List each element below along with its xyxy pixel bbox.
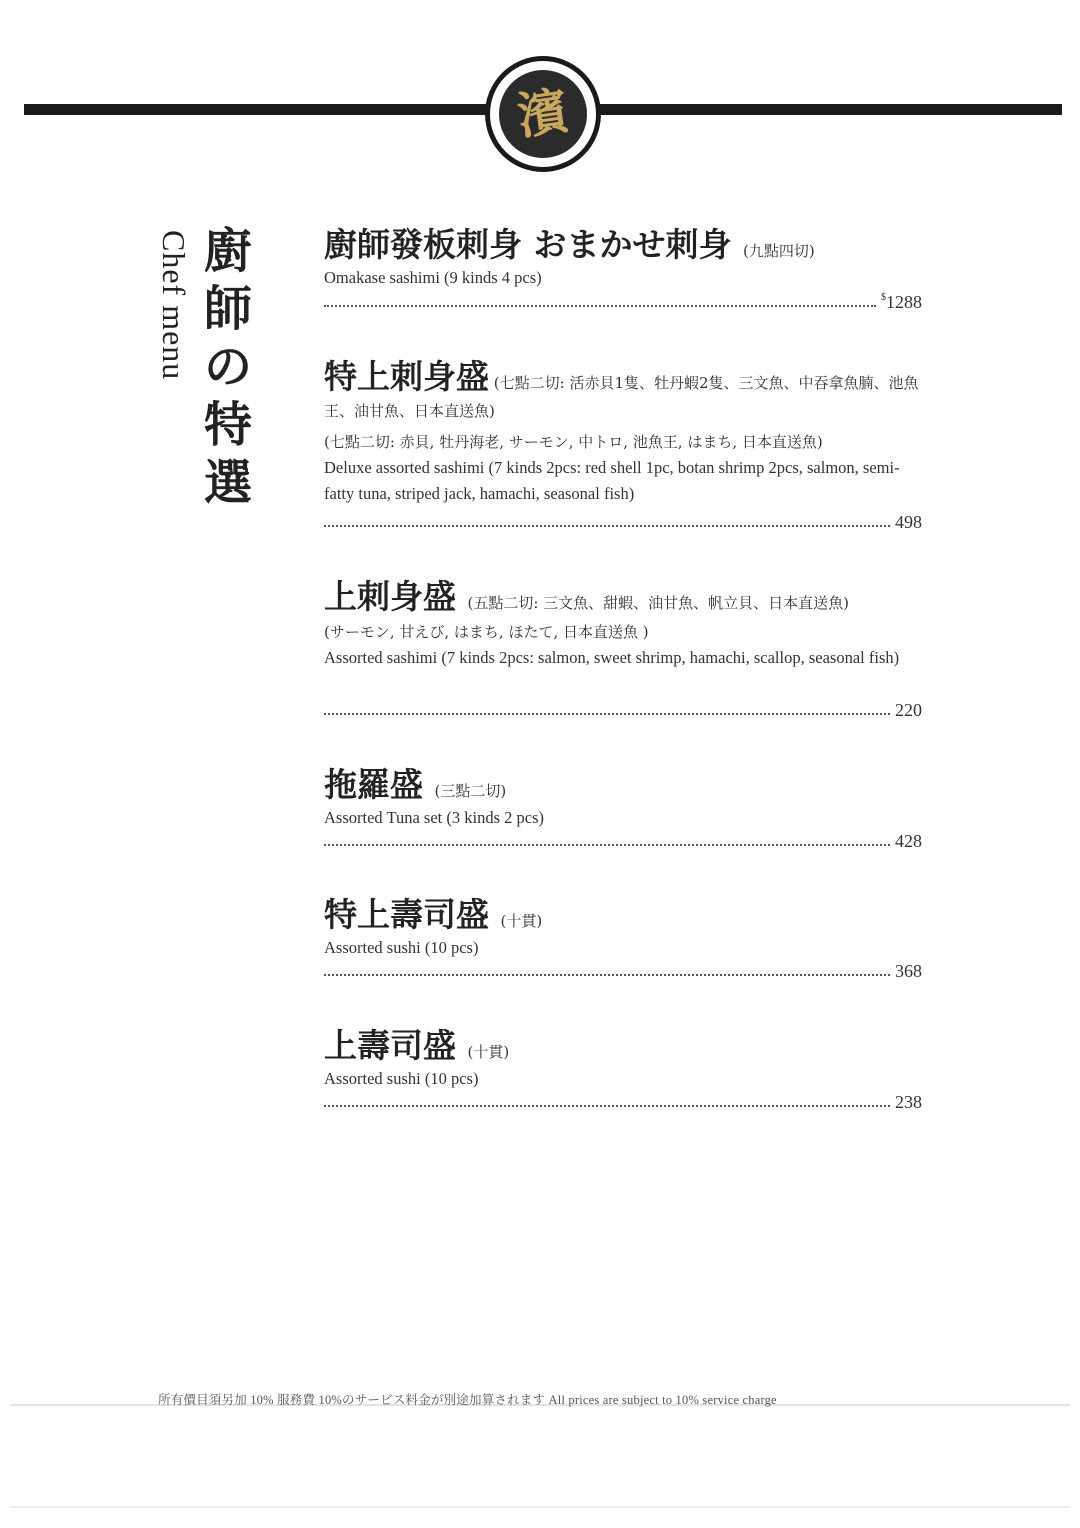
dot-leader [324, 974, 890, 976]
item-note: (七點二切: 活赤貝1隻、牡丹蝦2隻、三文魚、中吞拿魚腩、池魚王、油甘魚、日本直送魚) [324, 374, 919, 421]
menu-item [324, 356, 920, 507]
item-description: Assorted sushi (10 pcs) [324, 938, 479, 958]
item-title [324, 894, 920, 935]
section-title-en: Chef menu [156, 230, 192, 381]
item-title-text: 廚師發板刺身 おまかせ刺身 [324, 225, 732, 264]
item-description: Assorted sashimi (7 kinds 2pcs: salmon, sweet shrimp, hamachi, scallop, seasonal fish) [324, 648, 900, 668]
item-price: 368 [895, 961, 922, 981]
item-title-text: 拖羅盛 [324, 765, 423, 804]
item-price: 498 [895, 512, 922, 532]
logo [485, 56, 601, 172]
price-row [324, 1089, 922, 1111]
bottom-rule [10, 1506, 1070, 1508]
item-title-text: 上刺身盛 [324, 577, 456, 616]
dot-leader [324, 525, 890, 527]
item-title [324, 224, 920, 265]
item-description: Assorted Tuna set (3 kinds 2 pcs) [324, 808, 545, 828]
item-note: (五點二切: 三文魚、甜蝦、油甘魚、帆立貝、日本直送魚) [467, 594, 850, 612]
item-price: 428 [895, 831, 922, 851]
item-title-text: 特上刺身盛 [324, 357, 489, 396]
item-note: (九點四切) [743, 242, 815, 260]
menu-item [324, 576, 920, 671]
menu-item [324, 1025, 920, 1092]
item-japanese: (七點二切: 赤貝, 牡丹海老, サーモン, 中トロ, 池魚王, はまち, 日本直送魚) [324, 433, 823, 452]
item-title [324, 356, 920, 425]
price-row [324, 958, 922, 980]
item-description: Omakase sashimi (9 kinds 4 pcs) [324, 268, 542, 288]
item-description: Assorted sushi (10 pcs) [324, 1069, 479, 1089]
price-row [324, 697, 922, 719]
menu-item [324, 224, 920, 291]
currency-symbol: $ [881, 292, 886, 303]
item-price: 220 [895, 700, 922, 720]
service-charge-note: 所有價目須另加 10% 服務費 10%のサービス料金が別途加算されます All prices are subject to 10% service charge [158, 1393, 777, 1407]
item-title [324, 1025, 920, 1066]
item-japanese: (サーモン, 甘えび, はまち, ほたて, 日本直送魚 ) [324, 623, 649, 642]
item-note: (三點二切) [434, 782, 507, 800]
dot-leader [324, 1105, 890, 1107]
item-title [324, 764, 920, 805]
dot-leader [324, 305, 876, 307]
dot-leader [324, 713, 890, 715]
item-title [324, 576, 920, 617]
price-row [324, 289, 922, 311]
item-price: 238 [895, 1092, 922, 1112]
item-note: (十貫) [467, 1043, 510, 1061]
item-title-text: 上壽司盛 [324, 1026, 456, 1065]
item-note: (十貫) [500, 912, 543, 930]
price-row [324, 509, 922, 531]
price-row [324, 828, 922, 850]
logo-glyph: 濱 [514, 80, 572, 147]
section-title-cn: 廚師の特選 [203, 223, 252, 511]
item-price [881, 293, 922, 311]
dot-leader [324, 844, 890, 846]
menu-item [324, 764, 920, 831]
item-title-text: 特上壽司盛 [324, 895, 489, 934]
price-value: 1288 [886, 292, 922, 312]
brand-seal-icon [499, 70, 587, 158]
item-description: Deluxe assorted sashimi (7 kinds 2pcs: red shell 1pc, botan shrimp 2pcs, salmon, semi-fatty tuna, striped jack, hamachi, seasonal fish) [324, 458, 900, 504]
menu-item [324, 894, 920, 961]
